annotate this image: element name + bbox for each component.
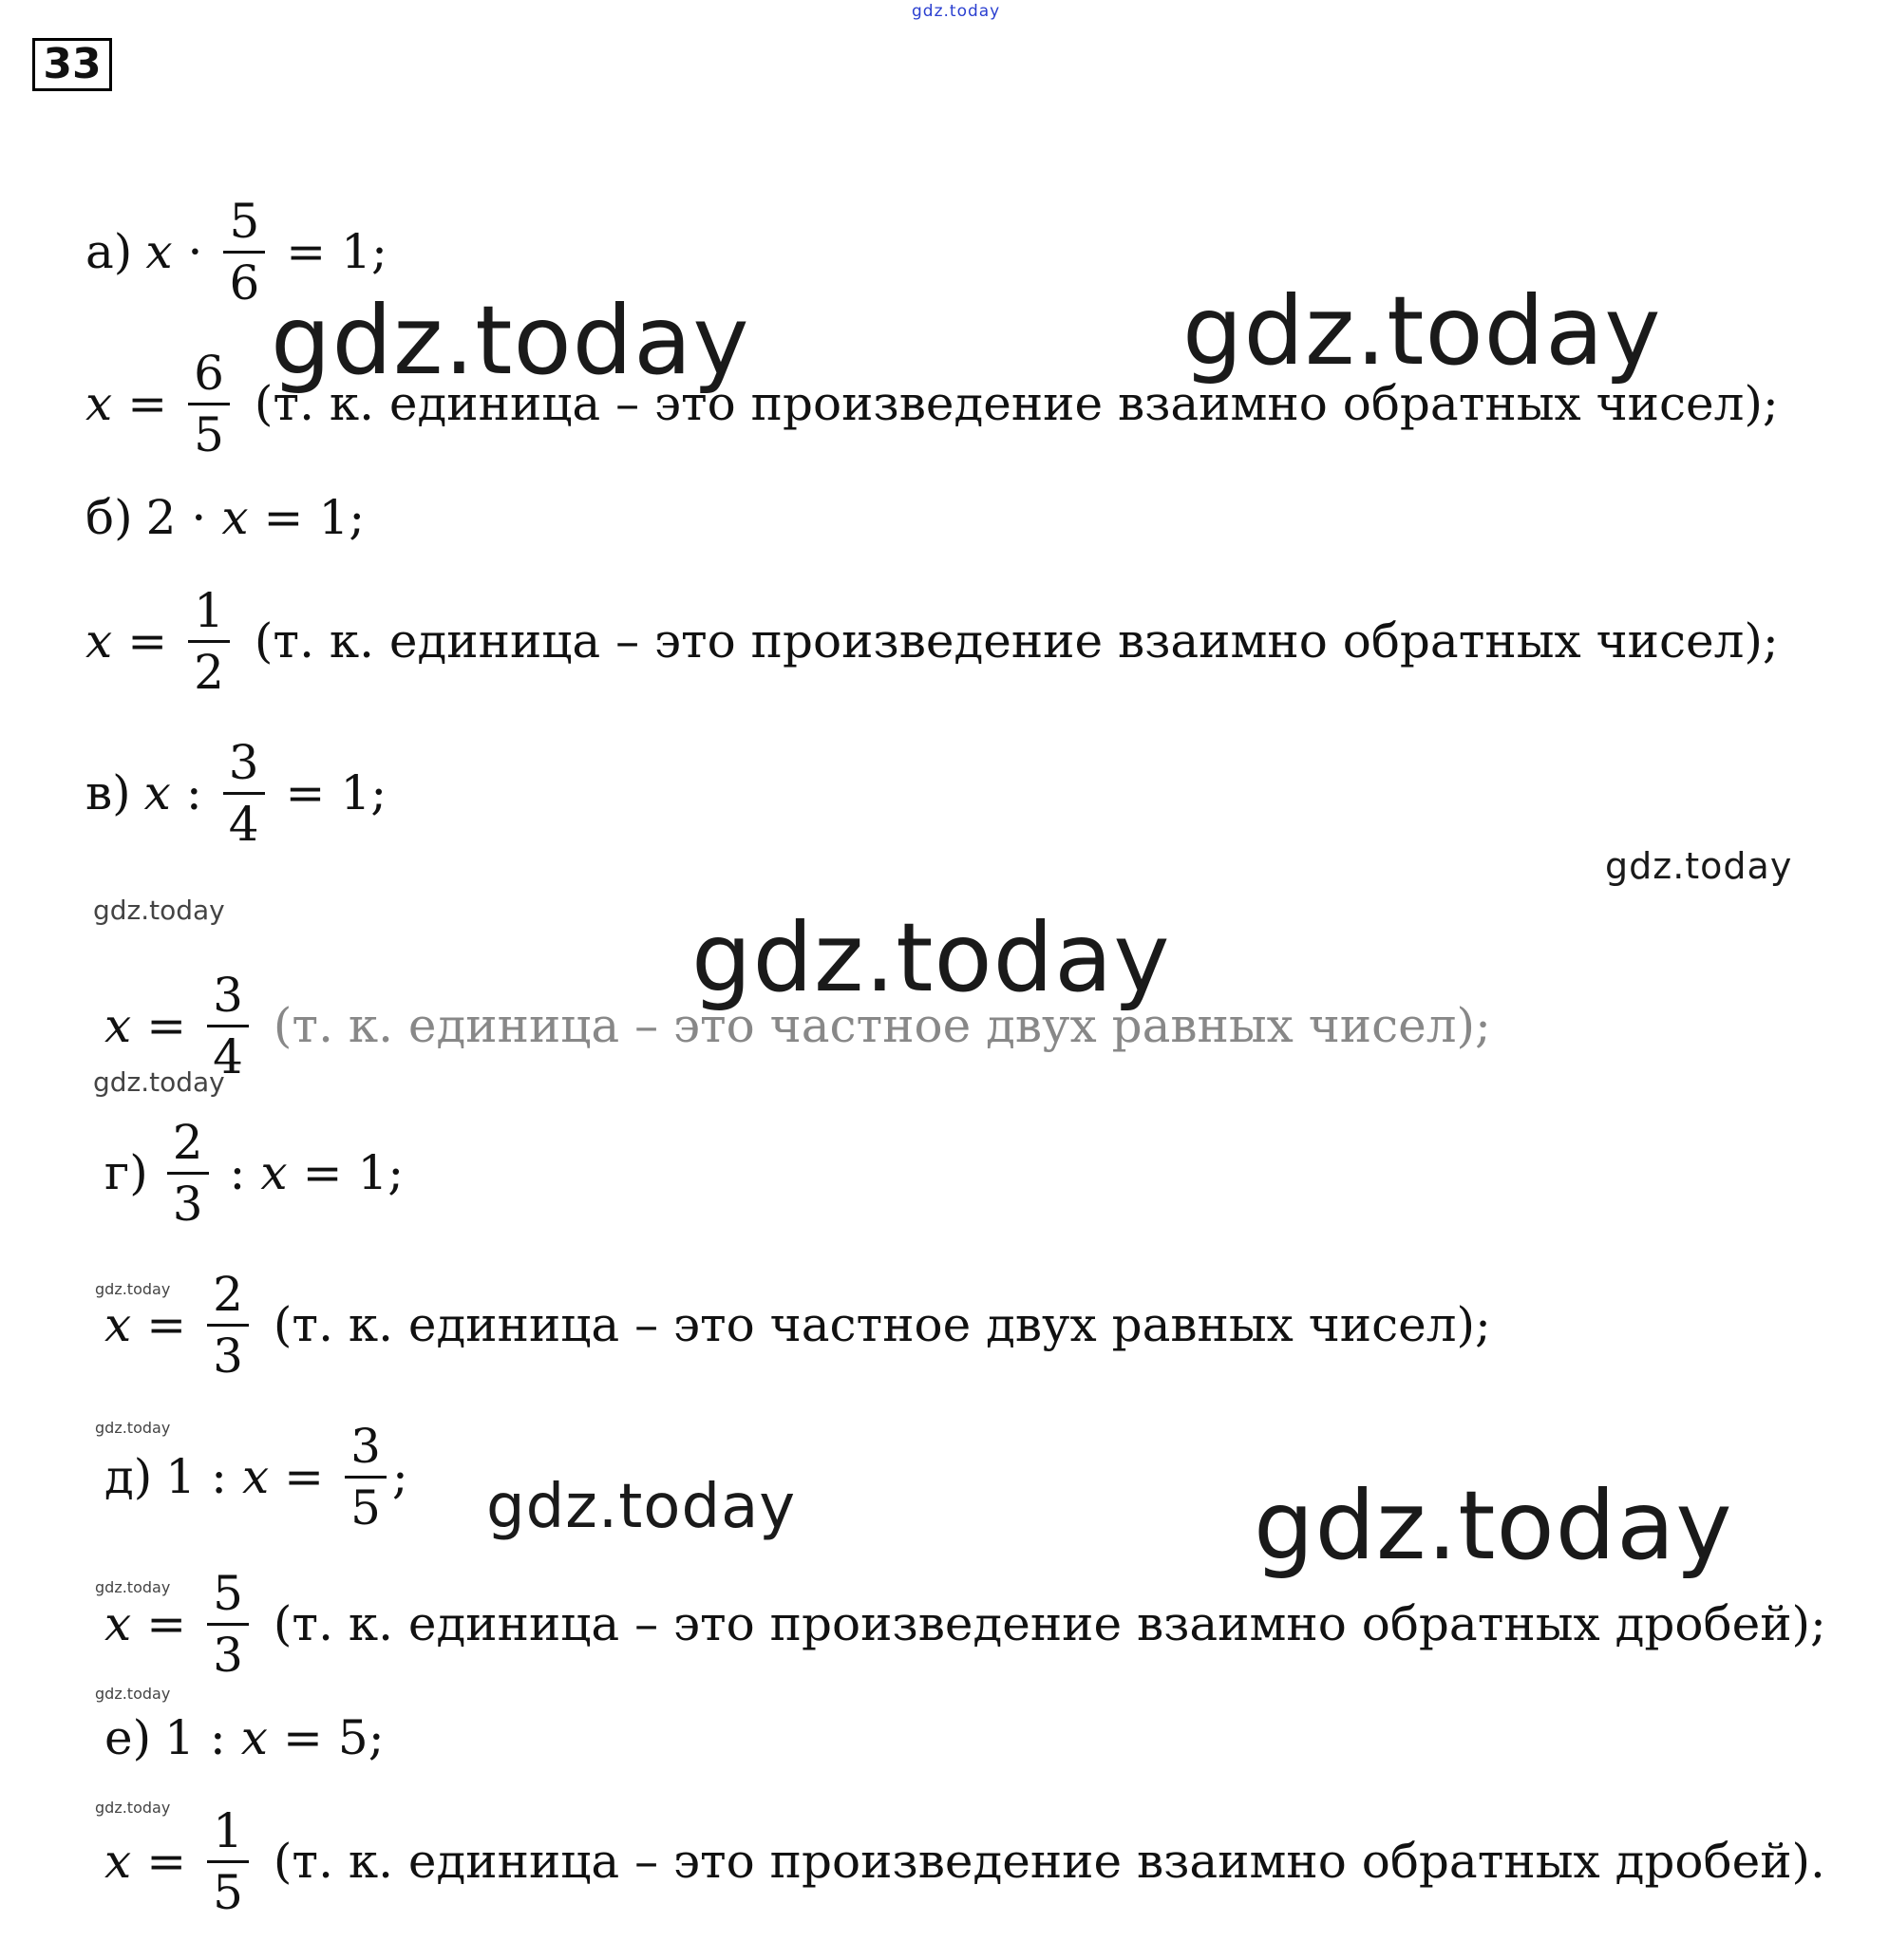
equals-sign: = <box>285 765 326 820</box>
equation-v <box>85 726 387 859</box>
watermark-large-2: gdz.today <box>1182 275 1662 386</box>
equation-a <box>85 185 387 318</box>
variable: x <box>143 765 171 820</box>
operator: : <box>211 1449 227 1504</box>
item-label: е) <box>104 1710 152 1765</box>
equals-sign: = <box>146 1297 187 1352</box>
equation-d <box>104 1410 408 1543</box>
watermark-tiny-4: gdz.today <box>95 1685 171 1703</box>
numerator: 2 <box>213 1266 243 1322</box>
variable: x <box>85 613 113 669</box>
fraction <box>207 1565 249 1683</box>
denominator: 5 <box>350 1479 381 1536</box>
solution-g <box>104 1258 1491 1391</box>
watermark-tiny-1: gdz.today <box>95 1280 171 1298</box>
equals-sign: = <box>284 1449 325 1504</box>
problem-number: 33 <box>32 38 112 91</box>
denominator: 3 <box>213 1627 243 1683</box>
variable: x <box>85 376 113 431</box>
fraction <box>207 1266 249 1384</box>
variable: x <box>221 490 249 545</box>
numerator: 3 <box>350 1418 381 1474</box>
watermark-large-1: gdz.today <box>271 285 750 396</box>
item-label: д) <box>104 1449 153 1504</box>
solution-d <box>104 1557 1826 1690</box>
solution-v <box>104 959 1491 1092</box>
fraction <box>167 1114 209 1232</box>
right-side: 1; <box>341 224 387 279</box>
explanation: (т. к. единица – это частное двух равных чисел); <box>273 1297 1491 1352</box>
variable: x <box>104 1596 132 1651</box>
numerator: 3 <box>228 734 259 790</box>
equals-sign: = <box>286 224 327 279</box>
explanation: (т. к. единица – это произведение взаимно обратных чисел); <box>254 376 1779 431</box>
equals-sign: = <box>146 1596 187 1651</box>
left-side: 1 <box>165 1449 197 1504</box>
equals-sign: = <box>127 613 168 669</box>
explanation: (т. к. единица – это произведение взаимно обратных чисел); <box>254 613 1779 669</box>
denominator: 4 <box>228 796 259 852</box>
numerator: 5 <box>213 1565 243 1621</box>
equals-sign: = <box>146 1834 187 1889</box>
denominator: 5 <box>194 406 224 462</box>
semicolon: ; <box>391 1449 408 1504</box>
left-side: 1 <box>164 1710 195 1765</box>
variable: x <box>104 1834 132 1889</box>
fraction <box>188 345 230 462</box>
denominator: 4 <box>213 1028 243 1084</box>
right-side: 5; <box>337 1710 385 1765</box>
variable: x <box>104 1297 132 1352</box>
fraction <box>223 734 265 852</box>
solution-b <box>85 575 1779 707</box>
watermark-small-1: gdz.today <box>93 895 225 926</box>
watermark-large-3: gdz.today <box>691 902 1171 1013</box>
left-side: 2 <box>145 490 177 545</box>
equals-sign: = <box>263 490 304 545</box>
fraction <box>207 1802 249 1920</box>
equation-e <box>104 1671 385 1804</box>
variable: x <box>145 224 173 279</box>
fraction <box>207 967 249 1084</box>
explanation: (т. к. единица – это произведение взаимно обратных дробей); <box>273 1596 1826 1651</box>
fraction <box>223 193 265 311</box>
numerator: 2 <box>172 1114 203 1170</box>
operator: · <box>187 224 203 279</box>
equals-sign: = <box>302 1145 343 1200</box>
denominator: 5 <box>213 1864 243 1920</box>
right-side: 1; <box>318 490 366 545</box>
equals-sign: = <box>127 376 168 431</box>
denominator: 6 <box>229 254 260 311</box>
variable: x <box>240 1710 268 1765</box>
watermark-tiny-2: gdz.today <box>95 1419 171 1437</box>
explanation: (т. к. единица – это частное двух равных чисел); <box>273 998 1491 1053</box>
operator: : <box>209 1710 226 1765</box>
watermark-tiny-3: gdz.today <box>95 1578 171 1596</box>
watermark-large-4: gdz.today <box>1254 1470 1733 1581</box>
denominator: 3 <box>213 1328 243 1384</box>
watermark-tiny-5: gdz.today <box>95 1799 171 1817</box>
solution-a <box>85 337 1779 470</box>
solution-e <box>104 1795 1825 1928</box>
operator: : <box>229 1145 246 1200</box>
operator: : <box>185 765 202 820</box>
equals-sign: = <box>146 998 187 1053</box>
item-label: б) <box>85 490 133 545</box>
variable: x <box>241 1449 270 1504</box>
denominator: 3 <box>172 1176 203 1232</box>
fraction <box>345 1418 387 1536</box>
right-side: 1; <box>340 765 387 820</box>
watermark-medium-1: gdz.today <box>486 1472 797 1542</box>
watermark-medium-2: gdz.today <box>1605 845 1793 887</box>
numerator: 6 <box>194 345 224 401</box>
variable: x <box>104 998 132 1053</box>
equation-g <box>104 1106 404 1239</box>
operator: · <box>191 490 207 545</box>
equation-b <box>85 451 365 584</box>
variable: x <box>260 1145 288 1200</box>
item-label: в) <box>85 765 131 820</box>
watermark-top: gdz.today <box>912 2 1001 21</box>
numerator: 1 <box>194 582 224 638</box>
fraction <box>188 582 230 700</box>
item-label: г) <box>104 1145 148 1200</box>
numerator: 1 <box>213 1802 243 1858</box>
explanation: (т. к. единица – это произведение взаимно обратных дробей). <box>273 1834 1825 1889</box>
denominator: 2 <box>194 644 224 700</box>
equals-sign: = <box>282 1710 323 1765</box>
right-side: 1; <box>357 1145 405 1200</box>
numerator: 3 <box>213 967 243 1023</box>
watermark-small-2: gdz.today <box>93 1066 225 1098</box>
numerator: 5 <box>229 193 260 249</box>
item-label: а) <box>85 224 133 279</box>
